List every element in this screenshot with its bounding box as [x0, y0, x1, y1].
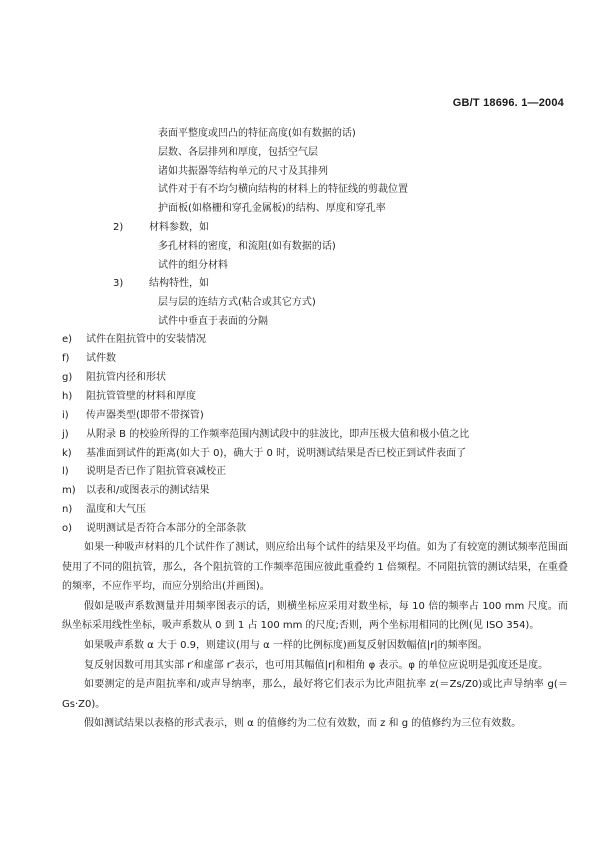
list-item	[62, 372, 166, 384]
list-marker: e)	[62, 334, 73, 345]
list-item-text: 说明测试是否符合本部分的全部条款	[86, 523, 246, 534]
list-item-text: 以表和/或图表示的测试结果	[86, 485, 210, 496]
heading-text: 结构特性，如	[149, 278, 209, 289]
list-item	[62, 485, 209, 497]
body-text	[62, 538, 568, 734]
list-marker: n)	[62, 504, 73, 515]
list-marker: 3)	[113, 278, 124, 289]
sub-item: 护面板(如格栅和穿孔金属板)的结构、厚度和穿孔率	[158, 203, 386, 214]
paragraph: 如果吸声系数 α 大于 0.9，则建议(用与 α 一样的比例标度)画复反射因数幅值|r|的频率图。	[84, 639, 488, 651]
list-item-text: 阻抗管内径和形状	[86, 372, 166, 383]
list-item	[62, 410, 204, 422]
paragraph: 假如是吸声系数测量并用频率图表示的话，则横坐标应采用对数坐标，每 10 倍的频率占 100 mm 尺度。而纵坐标采用线性坐标，吸声系数从 0 到 1 占 100 mm 的尺度;否则，两个坐标用相同的比例(见 ISO 354)。	[62, 600, 568, 632]
list-item	[62, 391, 196, 403]
sub-item: 试件对于有不均匀横向结构的材料上的特征线的剪裁位置	[158, 184, 408, 195]
list-item-text: 阻抗管管壁的材料和厚度	[86, 391, 196, 402]
sub-item: 表面平整度或凹凸的特征高度(如有数据的话)	[158, 128, 356, 139]
sub-item: 试件中垂直于表面的分隔	[158, 316, 268, 327]
sub-item: 层数、各层排列和厚度，包括空气层	[158, 147, 318, 158]
paragraph: 如要测定的是声阻抗率和/或声导纳率，那么，最好将它们表示为比声阻抗率 z(＝Zs/Z0)或比声导纳率 g(＝Gs·Z0)。	[62, 679, 568, 710]
list-marker: h)	[62, 391, 73, 402]
list-item	[62, 334, 206, 346]
list-marker: g)	[62, 372, 73, 383]
list-item	[62, 429, 469, 441]
list-item	[62, 353, 116, 365]
list-item-text: 说明是否已作了阻抗管衰减校正	[86, 466, 226, 477]
list-item	[62, 504, 146, 516]
paragraph: 假如测试结果以表格的形式表示，则 α 的值修约为二位有效数，而 z 和 g 的值修约为三位有效数。	[84, 718, 522, 730]
list-item-text: 基准面到试件的距离(如大于 0)，确大于 0 时，说明测试结果是否已校正到试件表面了	[86, 448, 467, 459]
list-item	[62, 523, 246, 535]
list-marker: 2)	[113, 222, 124, 233]
sub-item: 诸如共振器等结构单元的尺寸及其排列	[158, 166, 328, 177]
paragraph: 复反射因数可用其实部 r′和虚部 r″表示，也可用其幅值|r|和相角 φ 表示。φ 的单位应说明是弧度还是度。	[84, 659, 549, 671]
standard-number: GB/T 18696. 1—2004	[452, 97, 564, 109]
list-marker: l)	[62, 466, 69, 477]
heading-text: 材料参数，如	[149, 222, 209, 233]
list-item-text: 试件在阻抗管中的安装情况	[86, 334, 206, 345]
numbered-heading	[113, 278, 209, 290]
list-marker: m)	[62, 485, 76, 496]
list-marker: j)	[62, 429, 69, 440]
list-item-text: 从附录 B 的校验所得的工作频率范围内测试段中的驻波比，即声压极大值和极小值之比	[86, 429, 470, 440]
list-item-text: 传声器类型(即带不带探管)	[86, 410, 204, 421]
list-marker: i)	[62, 410, 69, 421]
list-marker: k)	[62, 448, 72, 459]
sub-item: 层与层的连结方式(粘合或其它方式)	[158, 297, 316, 308]
sub-item: 试件的组分材料	[158, 260, 228, 271]
list-item-text: 温度和大气压	[86, 504, 146, 515]
list-marker: f)	[62, 353, 70, 364]
list-item	[62, 448, 466, 460]
list-item-text: 试件数	[86, 353, 116, 364]
sub-item: 多孔材料的密度，和流阻(如有数据的话)	[158, 241, 336, 252]
list-marker: o)	[62, 523, 73, 534]
numbered-heading	[113, 222, 209, 234]
paragraph: 如果一种吸声材料的几个试件作了测试，则应给出每个试件的结果及平均值。如为了有较宽的测试频率范围面使用了不同的阻抗管，那么，各个阻抗管的工作频率范围应彼此重叠约 1 倍频程。不同阻抗管的测试结果，在重叠的频率，不应作平均，而应分别给出(并画图)。	[62, 542, 568, 593]
list-item	[62, 466, 226, 478]
